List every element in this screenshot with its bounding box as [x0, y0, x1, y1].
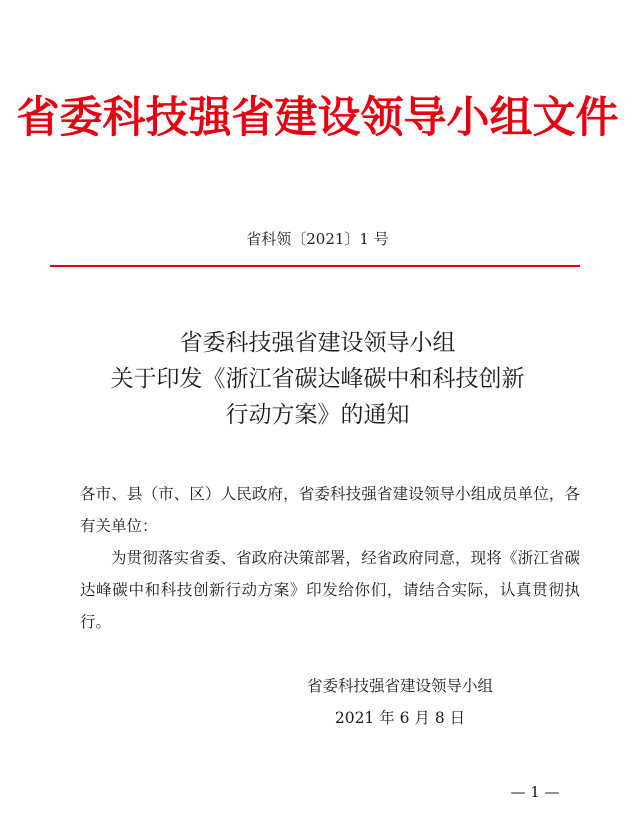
- title-line-2: 关于印发《浙江省碳达峰碳中和科技创新: [110, 366, 525, 392]
- document-body: [80, 478, 580, 638]
- signature-date: 2021 年 6 月 8 日: [334, 709, 466, 727]
- document-header-title: 省委科技强省建设领导小组文件: [16, 93, 619, 143]
- salutation: 各市、县（市、区）人民政府，省委科技强省建设领导小组成员单位，各有关单位：: [80, 485, 580, 535]
- title-line-3: 行动方案》的通知: [225, 402, 410, 428]
- signature-organization: 省委科技强省建设领导小组: [306, 677, 493, 695]
- title-line-1: 省委科技强省建设领导小组: [179, 330, 456, 356]
- document-title: [0, 325, 635, 433]
- red-divider-line: [50, 265, 580, 267]
- document-number: 省科领〔2021〕1 号: [246, 230, 389, 248]
- body-paragraph: 为贯彻落实省委、省政府决策部署，经省政府同意，现将《浙江省碳达峰碳中和科技创新行动方案》印发给你们，请结合实际，认真贯彻执行。: [80, 549, 580, 631]
- page-number: — 1 —: [510, 783, 560, 801]
